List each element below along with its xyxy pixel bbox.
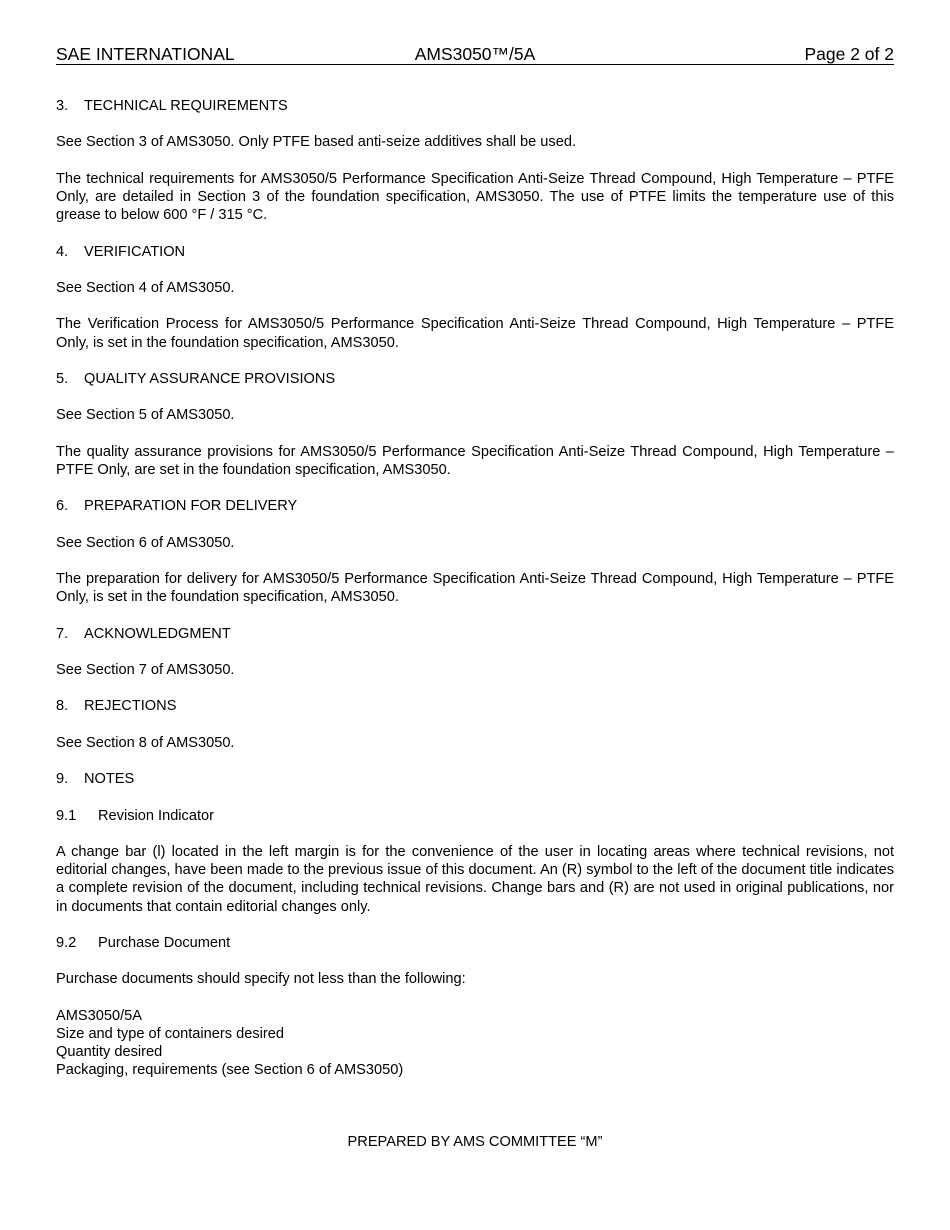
- list-item: AMS3050/5A: [56, 1007, 142, 1024]
- section-8-paragraph-1: See Section 8 of AMS3050.: [56, 734, 235, 751]
- page-footer: PREPARED BY AMS COMMITTEE “M”: [347, 1134, 603, 1150]
- section-number: 7.: [56, 625, 69, 642]
- section-number: 9.: [56, 771, 69, 788]
- section-4-heading: [56, 243, 894, 261]
- section-title: REJECTIONS: [84, 698, 177, 715]
- section-9-1-heading: [56, 807, 894, 825]
- section-3-paragraph-1: See Section 3 of AMS3050. Only PTFE based anti-seize additives shall be used.: [56, 134, 576, 151]
- list-item: Quantity desired: [56, 1044, 163, 1061]
- page-header: [56, 44, 894, 65]
- section-6-heading: [56, 497, 894, 515]
- section-number: 6.: [56, 498, 69, 515]
- section-5-paragraph-2: The quality assurance provisions for AMS3050/5 Performance Specification Anti-Seize Thread Compound, High Temperature – PTFE Only, are set in the foundation specification, AMS3050.: [56, 443, 894, 478]
- section-number: 3.: [56, 98, 69, 114]
- purchase-requirements-list: [56, 1007, 894, 1080]
- section-title: VERIFICATION: [84, 243, 186, 260]
- subsection-title: Purchase Document: [98, 935, 231, 952]
- section-3-heading: [56, 97, 894, 115]
- section-9-1-paragraph: A change bar (l) located in the left margin is for the convenience of the user in locating areas where technical revisions, not editorial changes, have been made to the previous issue of this document. An (R) symbol to the left of the document title indicates a complete revision of the document, including technical revisions. Change bars and (R) are not used in original publications, nor in documents that contain editorial changes only.: [56, 844, 894, 915]
- header-organization: SAE INTERNATIONAL: [56, 44, 235, 64]
- section-9-2-paragraph: Purchase documents should specify not less than the following:: [56, 971, 466, 988]
- section-6-paragraph-1: See Section 6 of AMS3050.: [56, 534, 235, 551]
- list-item: Size and type of containers desired: [56, 1026, 284, 1043]
- list-item: Packaging, requirements (see Section 6 of AMS3050): [56, 1062, 404, 1079]
- section-4-paragraph-1: See Section 4 of AMS3050.: [56, 279, 235, 296]
- section-6-paragraph-2: The preparation for delivery for AMS3050/5 Performance Specification Anti-Seize Thread Compound, High Temperature – PTFE Only, is set in the foundation specification, AMS3050.: [56, 571, 894, 606]
- document-body: [56, 97, 894, 1080]
- section-number: 4.: [56, 243, 69, 260]
- section-9-heading: [56, 770, 894, 788]
- section-title: ACKNOWLEDGMENT: [84, 625, 231, 642]
- section-4-paragraph-2: The Verification Process for AMS3050/5 Performance Specification Anti-Seize Thread Compound, High Temperature – PTFE Only, is set in the foundation specification, AMS3050.: [56, 316, 894, 351]
- section-title: QUALITY ASSURANCE PROVISIONS: [84, 370, 336, 387]
- section-5-paragraph-1: See Section 5 of AMS3050.: [56, 407, 235, 424]
- section-3-paragraph-2: The technical requirements for AMS3050/5 Performance Specification Anti-Seize Thread Compound, High Temperature – PTFE Only, are detailed in Section 3 of the foundation specification, AMS3050. The use of PTFE limits the temperature use of this grease to below 600 °F / 315 °C.: [56, 170, 894, 224]
- section-7-paragraph-1: See Section 7 of AMS3050.: [56, 662, 235, 679]
- section-7-heading: [56, 625, 894, 643]
- section-9-2-heading: [56, 934, 894, 952]
- header-document-number: AMS3050™/5A: [414, 44, 536, 64]
- section-title: PREPARATION FOR DELIVERY: [84, 498, 298, 515]
- header-page-number: Page 2 of 2: [804, 44, 894, 64]
- subsection-title: Revision Indicator: [98, 807, 214, 824]
- section-title: NOTES: [84, 771, 135, 788]
- section-number: 8.: [56, 698, 69, 715]
- subsection-number: 9.2: [56, 935, 77, 952]
- section-title: TECHNICAL REQUIREMENTS: [84, 98, 288, 114]
- section-5-heading: [56, 370, 894, 388]
- section-number: 5.: [56, 370, 69, 387]
- section-8-heading: [56, 697, 894, 715]
- subsection-number: 9.1: [56, 807, 77, 824]
